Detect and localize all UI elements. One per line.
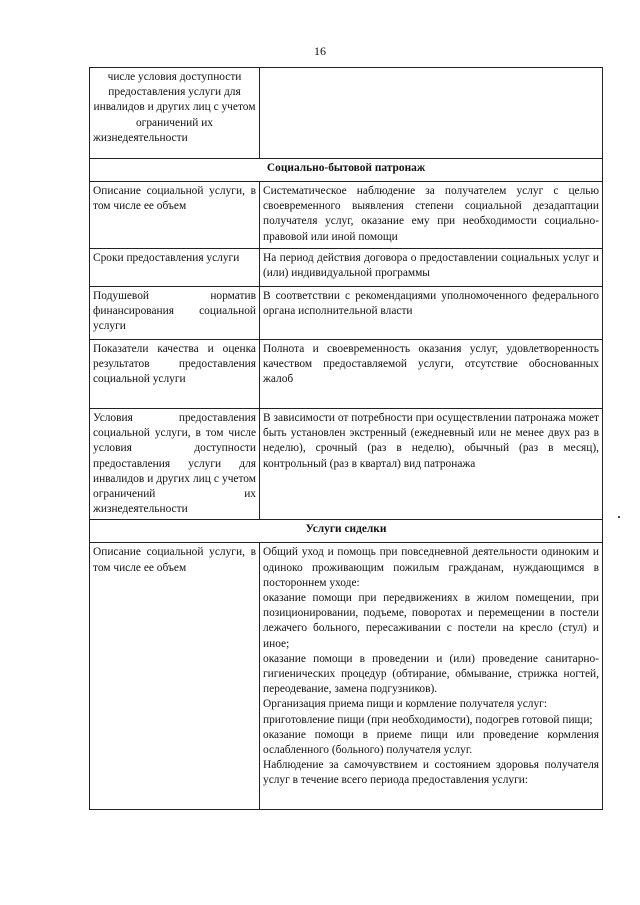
paragraph: оказание помощи в проведении и (или) проведение санитарно-гигиенических процедур (обтирание, обмывание, стрижка ногтей, переодевание, замена подгузников).	[263, 652, 599, 696]
row-label: Описание социальной услуги, в том числе ее объем	[90, 543, 260, 810]
row-label: Сроки предоставления услуги	[90, 249, 260, 287]
table-row	[90, 182, 603, 249]
paragraph: приготовление пищи (при необходимости), подогрев готовой пищи;	[263, 713, 593, 726]
row-value: Систематическое наблюдение за получателем услуг с целью своевременного выявления степени социальной дезадаптации получателя услуг, оказание ему при необходимости социально-правовой или иной помощи	[260, 182, 603, 249]
row-label: Описание социальной услуги, в том числе ее объем	[90, 182, 260, 249]
row-value: На период действия договора о предоставлении социальных услуг и (или) индивидуальной программы	[260, 249, 603, 287]
table-row	[90, 287, 603, 340]
paragraph: оказание помощи в приеме пищи или проведение кормления ослабленного (больного) получателя услуг.	[263, 728, 599, 757]
row-label: числе условия доступности предоставления услуги для инвалидов и других лиц с учетом ограничений их жизнедеятельности	[90, 68, 260, 159]
row-label: Условия предоставления социальной услуги, в том числе условия доступности предоставления услуги для инвалидов и других лиц с учетом ограничений их жизнедеятельности	[90, 409, 260, 520]
page-number: 16	[314, 44, 326, 58]
table-row	[90, 68, 603, 159]
row-label: Показатели качества и оценка результатов предоставления социальной услуги	[90, 340, 260, 409]
scan-speck	[618, 516, 620, 518]
paragraph: Организация приема пищи и кормление получателя услуг:	[263, 698, 547, 711]
row-value: В зависимости от потребности при осуществлении патронажа может быть установлен экстренный (ежедневный или не менее двух раз в неделю), срочный (раз в неделю), обычный (раз в месяц), контрольный (раз в квартал) вид патронажа	[260, 409, 603, 520]
row-value: В соответствии с рекомендациями уполномоченного федерального органа исполнительной власти	[260, 287, 603, 340]
section-header-row	[90, 520, 603, 543]
row-value: Полнота и своевременность оказания услуг, удовлетворенность качеством предоставляемой услуги, отсутствие обоснованных жалоб	[260, 340, 603, 409]
row-value	[260, 68, 603, 159]
paragraph: Наблюдение за самочувствием и состоянием здоровья получателя услуг в течение всего периода предоставления услуги:	[263, 759, 599, 787]
services-table	[89, 67, 603, 810]
section-title: Социально-бытовой патронаж	[90, 159, 603, 182]
table-row	[90, 340, 603, 409]
table-row	[90, 409, 603, 520]
row-label: Подушевой норматив финансирования социальной услуги	[90, 287, 260, 340]
paragraph: оказание помощи при передвижениях в жилом помещении, при позиционировании, подъеме, поворотах и перемещении в постели лежачего больного, пересаживании с постели на кресло (стул) и иное;	[263, 592, 599, 650]
table-row	[90, 543, 603, 810]
section-title: Услуги сиделки	[90, 520, 603, 543]
section-header-row	[90, 159, 603, 182]
table-row	[90, 249, 603, 287]
paragraph: Общий уход и помощь при повседневной деятельности одиноким и одиноко проживающим пожилым гражданам, нуждающимся в постороннем уходе:	[263, 546, 599, 589]
row-value	[260, 543, 603, 810]
